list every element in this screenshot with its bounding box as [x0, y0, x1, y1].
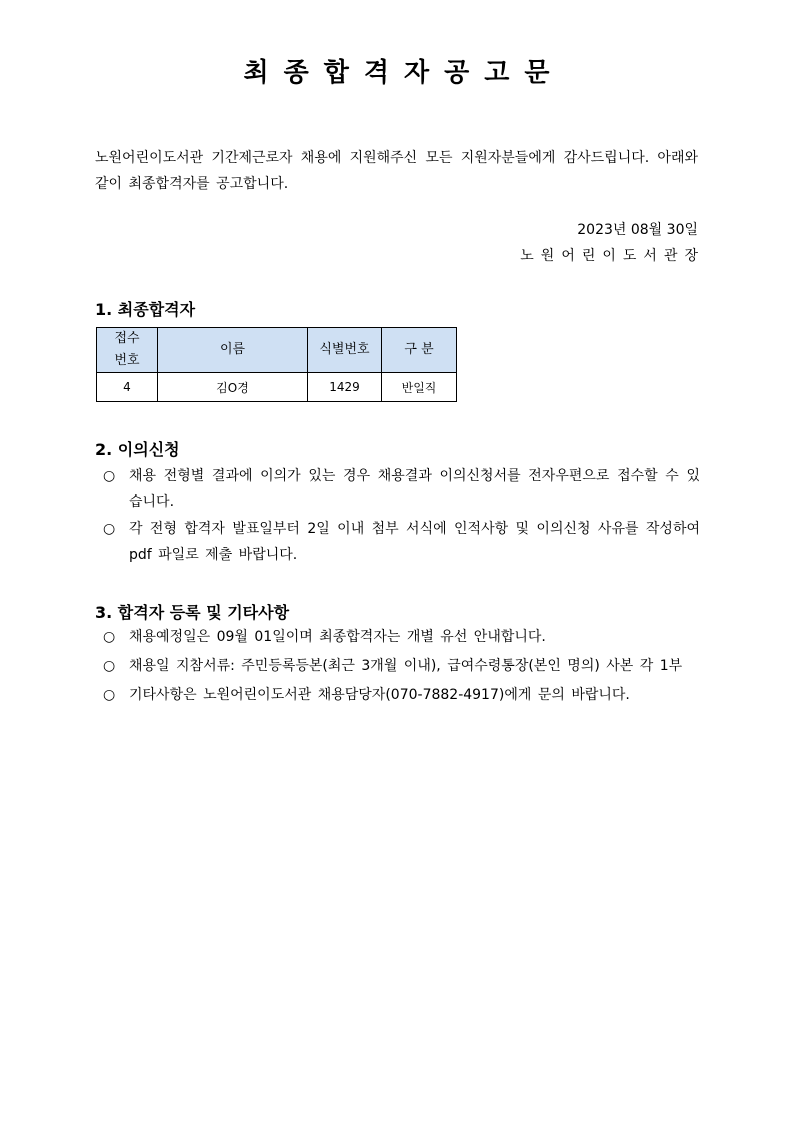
announcement-date: 2023년 08월 30일	[577, 222, 698, 238]
header-category: 구 분	[382, 328, 457, 373]
section-2-list	[103, 463, 700, 568]
table-row	[97, 373, 457, 402]
document-title: 최종합격자공고문	[243, 58, 565, 88]
table-header-row	[97, 328, 457, 373]
section-3-list	[103, 624, 700, 708]
header-receipt-number	[97, 328, 158, 373]
header-identification-number: 식별번호	[308, 328, 382, 373]
section-2-heading: 2. 이의신청	[95, 440, 180, 459]
list-item-text: 채용 전형별 결과에 이의가 있는 경우 채용결과 이의신청서를 전자우편으로 접수할 수 있습니다.	[129, 468, 700, 510]
issuer-name: 노원어린이도서관장	[520, 248, 705, 264]
list-item	[103, 463, 700, 515]
header-name: 이름	[158, 328, 308, 373]
list-item	[103, 624, 700, 650]
cell-category: 반일직	[382, 373, 457, 402]
circle-bullet-icon: ○	[103, 629, 116, 645]
list-item	[103, 653, 700, 679]
list-item-text: 채용예정일은 09월 01일이며 최종합격자는 개별 유선 안내합니다.	[129, 629, 546, 645]
cell-identification-number: 1429	[308, 373, 382, 402]
circle-bullet-icon: ○	[103, 521, 116, 537]
list-item	[103, 682, 700, 708]
intro-paragraph: 노원어린이도서관 기간제근로자 채용에 지원해주신 모든 지원자분들에게 감사드립니다. 아래와 같이 최종합격자를 공고합니다.	[95, 150, 698, 192]
header-receipt-number-line1: 접수	[114, 331, 140, 346]
circle-bullet-icon: ○	[103, 468, 116, 484]
cell-name: 김O경	[158, 373, 308, 402]
circle-bullet-icon: ○	[103, 687, 116, 703]
list-item	[103, 516, 700, 568]
section-1-heading: 1. 최종합격자	[95, 300, 196, 319]
list-item-text: 각 전형 합격자 발표일부터 2일 이내 첨부 서식에 인적사항 및 이의신청 사유를 작성하여 pdf 파일로 제출 바랍니다.	[129, 521, 700, 563]
header-receipt-number-line2: 번호	[114, 353, 140, 368]
list-item-text: 채용일 지참서류: 주민등록등본(최근 3개월 이내), 급여수령통장(본인 명의) 사본 각 1부	[129, 658, 683, 674]
circle-bullet-icon: ○	[103, 658, 116, 674]
final-applicants-table	[96, 327, 457, 402]
list-item-text: 기타사항은 노원어린이도서관 채용담당자(070-7882-4917)에게 문의 바랍니다.	[129, 687, 630, 703]
cell-receipt-number: 4	[97, 373, 158, 402]
section-3-heading: 3. 합격자 등록 및 기타사항	[95, 603, 290, 622]
